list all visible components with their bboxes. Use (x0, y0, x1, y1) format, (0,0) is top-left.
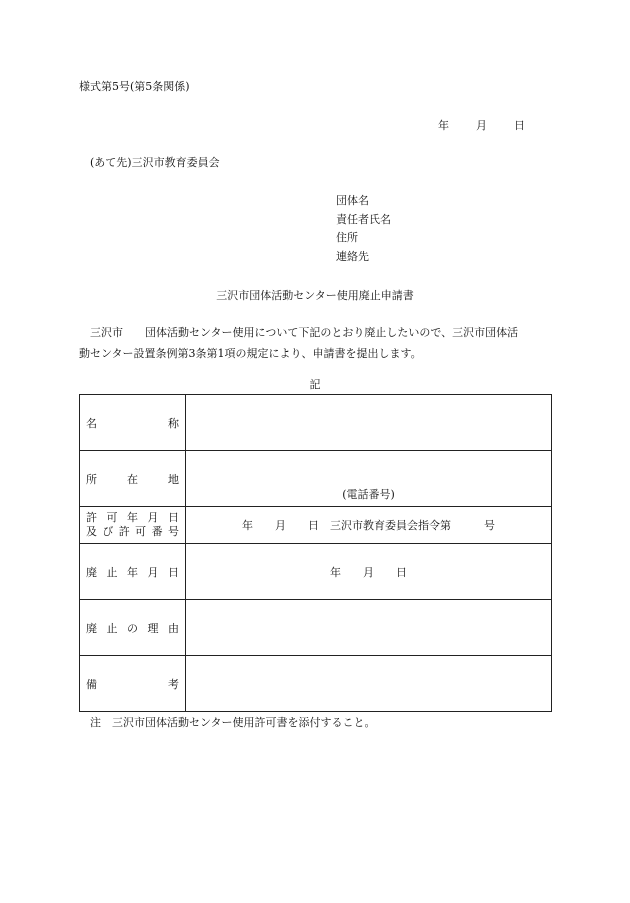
reason-label-char: 廃 (86, 621, 97, 635)
date-line (438, 119, 525, 133)
name-label-char: 名 (86, 416, 97, 430)
row-location (80, 451, 552, 507)
application-table (79, 394, 552, 712)
abolish-date-value: 年 月 日 (330, 565, 407, 579)
abolish-label-char: 廃 (86, 565, 97, 579)
date-year: 年 (438, 119, 449, 132)
permit-label-char: 日 (168, 511, 179, 524)
name-label (80, 395, 186, 451)
abolish-label-char: 日 (168, 565, 179, 579)
notes-label (80, 656, 186, 712)
location-label-char: 地 (168, 472, 179, 486)
phone-label: (電話番号) (342, 488, 395, 501)
reason-field[interactable] (186, 600, 552, 656)
body-line-1: 三沢市 団体活動センター使用について下記のとおり廃止したいので、三沢市団体活 (90, 326, 519, 339)
addressee: (あて先)三沢市教育委員会 (90, 156, 220, 169)
representative-label: 責任者氏名 (336, 212, 391, 226)
permit-label-char: 号 (167, 525, 179, 538)
permit-label-char: 可 (135, 525, 147, 538)
abolish-date-field[interactable] (186, 544, 552, 600)
abolish-label-char: 止 (106, 565, 118, 579)
notes-field[interactable] (186, 656, 552, 712)
form-number: 様式第5号(第5条関係) (79, 80, 190, 93)
name-field[interactable] (186, 395, 552, 451)
row-abolish-date (80, 544, 552, 600)
address-label: 住所 (336, 231, 358, 244)
permit-label-char: 可 (106, 511, 118, 524)
ki-heading: 記 (309, 378, 321, 391)
name-label-char: 称 (168, 416, 179, 430)
applicant-block (336, 192, 391, 266)
location-field[interactable] (186, 451, 552, 507)
permit-label (80, 507, 186, 544)
permit-label-char: び (102, 525, 114, 538)
body-line-2: 動センター設置条例第3条第1項の規定により、申請書を提出します。 (79, 347, 422, 360)
permit-label-char: 番 (151, 525, 163, 538)
contact-label: 連絡先 (336, 249, 369, 263)
permit-value: 年 月 日 三沢市教育委員会指令第 号 (242, 519, 495, 532)
date-month: 月 (476, 119, 487, 132)
abolish-label-char: 年 (127, 565, 138, 579)
document-title: 三沢市団体活動センター使用廃止申請書 (216, 289, 414, 302)
reason-label-char: の (127, 621, 138, 635)
location-label-char: 所 (86, 472, 97, 486)
notes-label-char: 考 (168, 677, 179, 691)
row-permit (80, 507, 552, 544)
permit-label-char: 許 (86, 511, 97, 524)
abolish-label-char: 月 (147, 565, 159, 579)
reason-label-char: 理 (147, 621, 159, 635)
permit-label-char: 年 (127, 511, 138, 524)
permit-label-char: 月 (147, 511, 159, 524)
group-name-label: 団体名 (336, 194, 369, 207)
date-day: 日 (514, 119, 525, 132)
row-notes (80, 656, 552, 712)
row-reason (80, 600, 552, 656)
attachment-note: 注 三沢市団体活動センター使用許可書を添付すること。 (90, 716, 376, 729)
permit-label-char: 許 (118, 525, 130, 538)
row-name (80, 395, 552, 451)
reason-label-char: 由 (168, 621, 179, 635)
permit-label-char: 及 (86, 525, 97, 538)
reason-label-char: 止 (106, 621, 118, 635)
permit-field[interactable] (186, 507, 552, 544)
notes-label-char: 備 (86, 677, 97, 691)
reason-label (80, 600, 186, 656)
abolish-date-label (80, 544, 186, 600)
body-text (79, 322, 559, 364)
location-label-char: 在 (127, 472, 138, 486)
location-label (80, 451, 186, 507)
